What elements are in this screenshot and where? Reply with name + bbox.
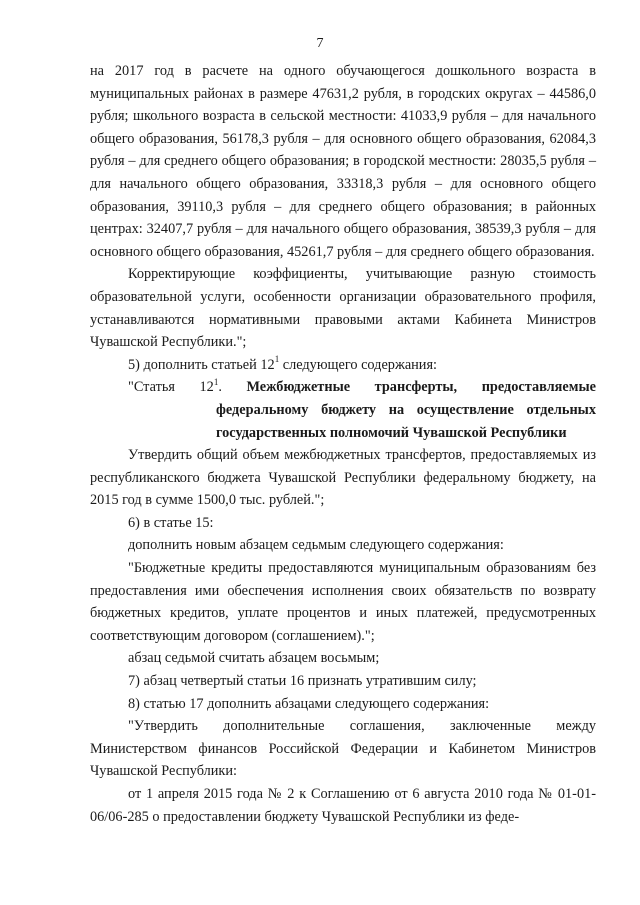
paragraph-add-seventh: дополнить новым абзацем седьмым следующего содержания: xyxy=(128,537,504,554)
paragraph-item-7: 7) абзац четвертый статьи 16 признать утратившим силу; xyxy=(128,673,477,690)
paragraph-correction-coefficients: Корректирующие коэффициенты, учитывающие разную стоимость образовательной услуги, особенности организации образовательного профиля, устанавливаются нормативными правовыми актами Кабинета Министров Чувашской Республики."; xyxy=(90,266,596,351)
paragraph-item-6: 6) в статье 15: xyxy=(128,514,214,531)
paragraph-item-8: 8) статью 17 дополнить абзацами следующего содержания: xyxy=(128,695,490,712)
paragraph-agreement-date: от 1 апреля 2015 года № 2 к Соглашению от 6 августа 2010 года № 01-01-06/06-285 о предоставлении бюджету Чувашской Республики из феде- xyxy=(90,786,596,825)
article-dot: . xyxy=(218,379,247,396)
page-number: 7 xyxy=(316,36,324,51)
paragraph-transfers-total: Утвердить общий объем межбюджетных трансфертов, предоставляемых из республиканского бюджета Чувашской Республики федеральному бюджету, на 2015 год в сумме 1500,0 тыс. рублей."; xyxy=(90,447,596,509)
article-superscript: 1 xyxy=(213,376,219,387)
item-5-superscript: 1 xyxy=(274,353,280,364)
article-title: Межбюджетные трансферты, предоставляемые федеральному бюджету на осуществление отдельных государственных полномочий Чувашской Республики xyxy=(216,379,596,441)
document-body xyxy=(90,60,596,828)
paragraph-item-5 xyxy=(90,354,596,377)
paragraph-subsidy-amounts: на 2017 год в расчете на одного обучающегося дошкольного возраста в муниципальных районах в размере 47631,2 рубля, в городских округах – 44586,0 рубля; школьного возраста в сельской местности: 41033,9 рубля – для начального общего образования, 56178,3 рубля – для основного общего образования, 62084,3 рубля – для среднего общего образования; в городской местности: 28035,5 рубля – для начального общего образования, 33318,3 рубля – для основного общего образования, 39110,3 рубля – для среднего общего образования; в районных центрах: 32407,7 рубля – для начального общего образования, 38539,3 рубля – для основного общего образования, 45261,7 рубля – для среднего общего образования. xyxy=(90,63,596,260)
article-12-1-heading xyxy=(90,376,596,444)
article-label: "Статья 12 xyxy=(128,379,214,396)
paragraph-renumber: абзац седьмой считать абзацем восьмым; xyxy=(128,650,380,667)
item-5-tail: следующего содержания: xyxy=(279,356,438,373)
item-5-text: 5) дополнить статьей 12 xyxy=(128,356,275,373)
paragraph-budget-credits: "Бюджетные кредиты предоставляются муниципальным образованиям без предоставления ими обеспечения исполнения своих обязательств по возврату бюджетных кредитов, уплате процентов и иных платежей, предусмотренных соответствующим договором (соглашением)."; xyxy=(90,560,596,644)
paragraph-approve-agreements: "Утвердить дополнительные соглашения, заключенные между Министерством финансов Российской Федерации и Кабинетом Министров Чувашской Республики: xyxy=(90,718,596,780)
